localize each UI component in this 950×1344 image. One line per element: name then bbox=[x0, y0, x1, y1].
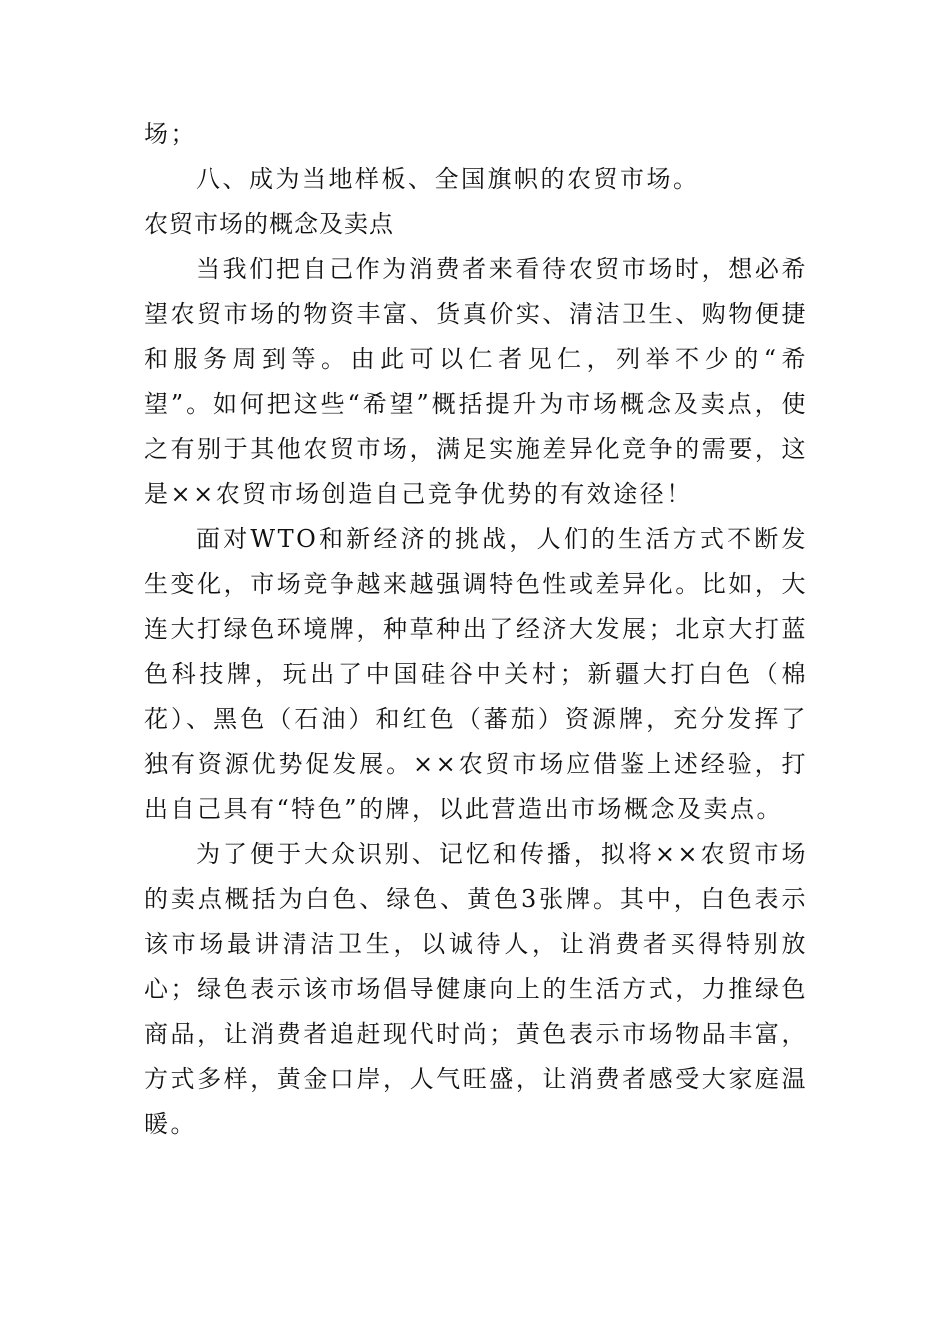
paragraph-wto-challenge: 面对WTO和新经济的挑战，人们的生活方式不断发生变化，市场竞争越来越强调特色性或差异化。比如，大连大打绿色环境牌，种草种出了经济大发展；北京大打蓝色科技牌，玩出了中国硅谷中关村；新疆大打白色（棉花）、黑色（石油）和红色（蕃茄）资源牌，充分发挥了独有资源优势促发展。××农贸市场应借鉴上述经验，打出自己具有“特色”的牌，以此营造出市场概念及卖点。 bbox=[144, 525, 808, 823]
paragraph-three-cards: 为了便于大众识别、记忆和传播，拟将××农贸市场的卖点概括为白色、绿色、黄色3张牌。其中，白色表示该市场最讲清洁卫生，以诚待人，让消费者买得特别放心；绿色表示该市场倡导健康向上的生活方式，力推绿色商品，让消费者追赶现代时尚；黄色表示市场物品丰富，方式多样，黄金口岸，人气旺盛，让消费者感受大家庭温暖。 bbox=[144, 840, 808, 1138]
paragraph-continuation: 场； bbox=[144, 120, 197, 148]
list-item-eight: 八、成为当地样板、全国旗帜的农贸市场。 bbox=[196, 165, 700, 193]
section-heading: 农贸市场的概念及卖点 bbox=[144, 210, 394, 238]
document-body bbox=[144, 112, 808, 1147]
paragraph-consumer-hopes: 当我们把自己作为消费者来看待农贸市场时，想必希望农贸市场的物资丰富、货真价实、清洁卫生、购物便捷和服务周到等。由此可以仁者见仁，列举不少的“希望”。如何把这些“希望”概括提升为市场概念及卖点，使之有别于其他农贸市场，满足实施差异化竞争的需要，这是××农贸市场创造自己竞争优势的有效途径！ bbox=[144, 255, 808, 508]
